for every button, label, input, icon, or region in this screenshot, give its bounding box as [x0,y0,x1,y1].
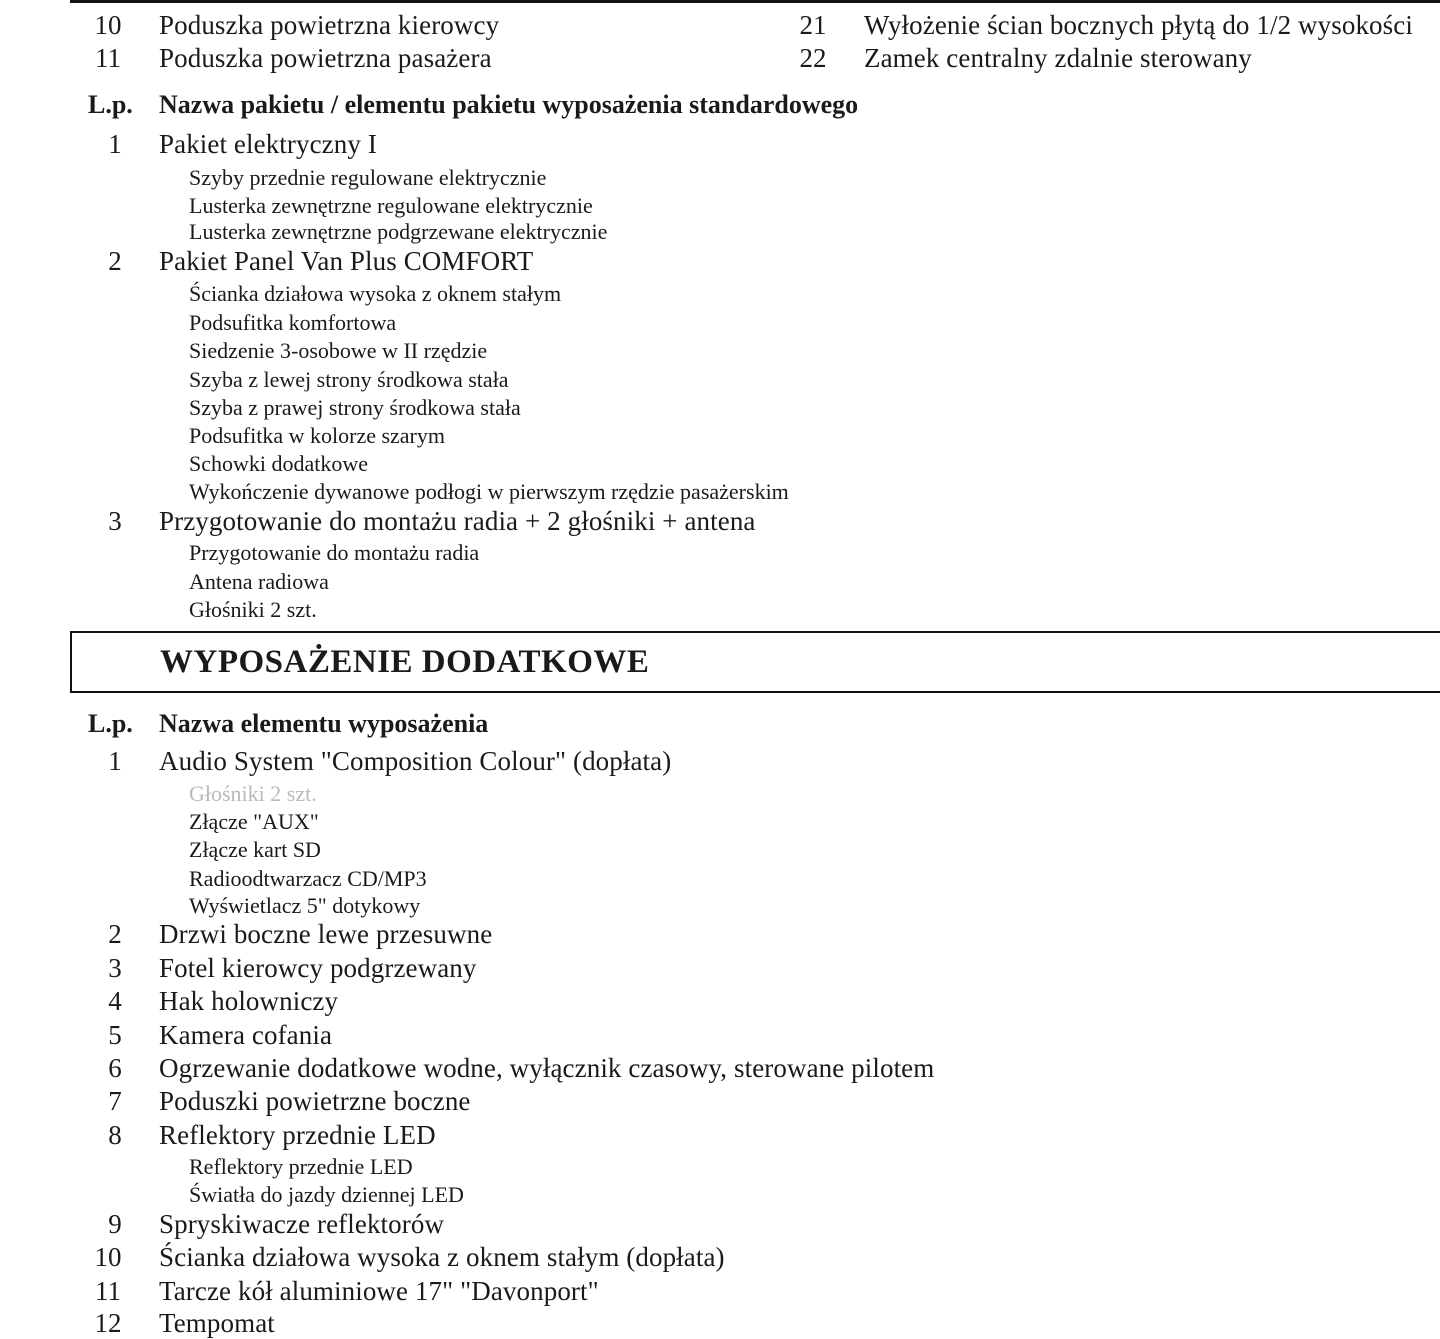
item-number: 10 [94,10,122,40]
equipment-sub-item: Wyświetlacz 5" dotykowy [189,893,421,918]
equipment-sub-item: Radioodtwarzacz CD/MP3 [189,866,427,891]
equipment-label: Tempomat [159,1308,275,1338]
item-label: Poduszka powietrzna pasażera [159,43,492,73]
package-sub-item: Siedzenie 3-osobowe w II rzędzie [189,338,488,363]
item-label: Poduszka powietrzna kierowcy [159,10,500,40]
equipment-number: 7 [108,1086,122,1116]
equipment-number: 12 [94,1308,122,1338]
package-number: 3 [108,506,122,536]
package-sub-item: Lusterka zewnętrzne regulowane elektrycznie [189,193,593,218]
package-label: Przygotowanie do montażu radia + 2 głośniki + antena [159,506,756,536]
equipment-number: 5 [108,1020,122,1050]
equipment-number: 4 [108,986,122,1016]
equipment-label: Ścianka działowa wysoka z oknem stałym (dopłata) [159,1242,725,1272]
equipment-number: 6 [108,1053,122,1083]
package-label: Pakiet Panel Van Plus COMFORT [159,246,534,276]
package-sub-item: Wykończenie dywanowe podłogi w pierwszym rzędzie pasażerskim [189,479,789,504]
package-number: 2 [108,246,122,276]
package-sub-item: Szyba z prawej strony środkowa stała [189,395,521,420]
column-header-name: Nazwa elementu wyposażenia [159,709,489,738]
equipment-number: 2 [108,919,122,949]
package-sub-item: Szyba z lewej strony środkowa stała [189,367,509,392]
column-header-lp: L.p. [88,90,133,119]
equipment-label: Drzwi boczne lewe przesuwne [159,919,493,949]
package-sub-item: Szyby przednie regulowane elektrycznie [189,165,547,190]
item-label: Wyłożenie ścian bocznych płytą do 1/2 wysokości [864,10,1413,40]
equipment-label: Ogrzewanie dodatkowe wodne, wyłącznik czasowy, sterowane pilotem [159,1053,935,1083]
column-header-lp: L.p. [88,709,133,738]
equipment-label: Reflektory przednie LED [159,1120,436,1150]
package-sub-item: Schowki dodatkowe [189,451,369,476]
equipment-label: Poduszki powietrzne boczne [159,1086,471,1116]
package-label: Pakiet elektryczny I [159,129,377,159]
package-sub-item: Lusterka zewnętrzne podgrzewane elektrycznie [189,219,608,244]
section-title: WYPOSAŻENIE DODATKOWE [160,644,650,680]
equipment-sub-item: Złącze kart SD [189,837,321,862]
package-sub-item: Antena radiowa [189,569,329,594]
equipment-label: Tarcze kół aluminiowe 17" "Davonport" [159,1276,599,1306]
equipment-label: Spryskiwacze reflektorów [159,1209,445,1239]
item-number: 11 [95,43,121,73]
package-sub-item: Podsufitka komfortowa [189,310,397,335]
package-sub-item: Głośniki 2 szt. [189,597,317,622]
equipment-sub-item: Głośniki 2 szt. [189,781,317,806]
top-border-line [70,0,1440,3]
item-number: 21 [799,10,827,40]
item-number: 22 [799,43,827,73]
equipment-number: 9 [108,1209,122,1239]
equipment-label: Fotel kierowcy podgrzewany [159,953,477,983]
equipment-label: Audio System "Composition Colour" (dopłata) [159,746,672,776]
equipment-label: Hak holowniczy [159,986,339,1016]
equipment-number: 10 [94,1242,122,1272]
package-sub-item: Przygotowanie do montażu radia [189,540,480,565]
equipment-sub-item: Złącze "AUX" [189,809,319,834]
equipment-number: 1 [108,746,122,776]
equipment-number: 8 [108,1120,122,1150]
column-header-name: Nazwa pakietu / elementu pakietu wyposażenia standardowego [159,90,859,119]
equipment-sub-item: Światła do jazdy dziennej LED [189,1182,464,1207]
package-sub-item: Podsufitka w kolorze szarym [189,423,445,448]
section-header-box [70,631,1440,693]
package-sub-item: Ścianka działowa wysoka z oknem stałym [189,281,562,306]
equipment-sub-item: Reflektory przednie LED [189,1154,413,1179]
equipment-label: Kamera cofania [159,1020,333,1050]
equipment-number: 3 [108,953,122,983]
package-number: 1 [108,129,122,159]
item-label: Zamek centralny zdalnie sterowany [864,43,1252,73]
equipment-number: 11 [95,1276,121,1306]
